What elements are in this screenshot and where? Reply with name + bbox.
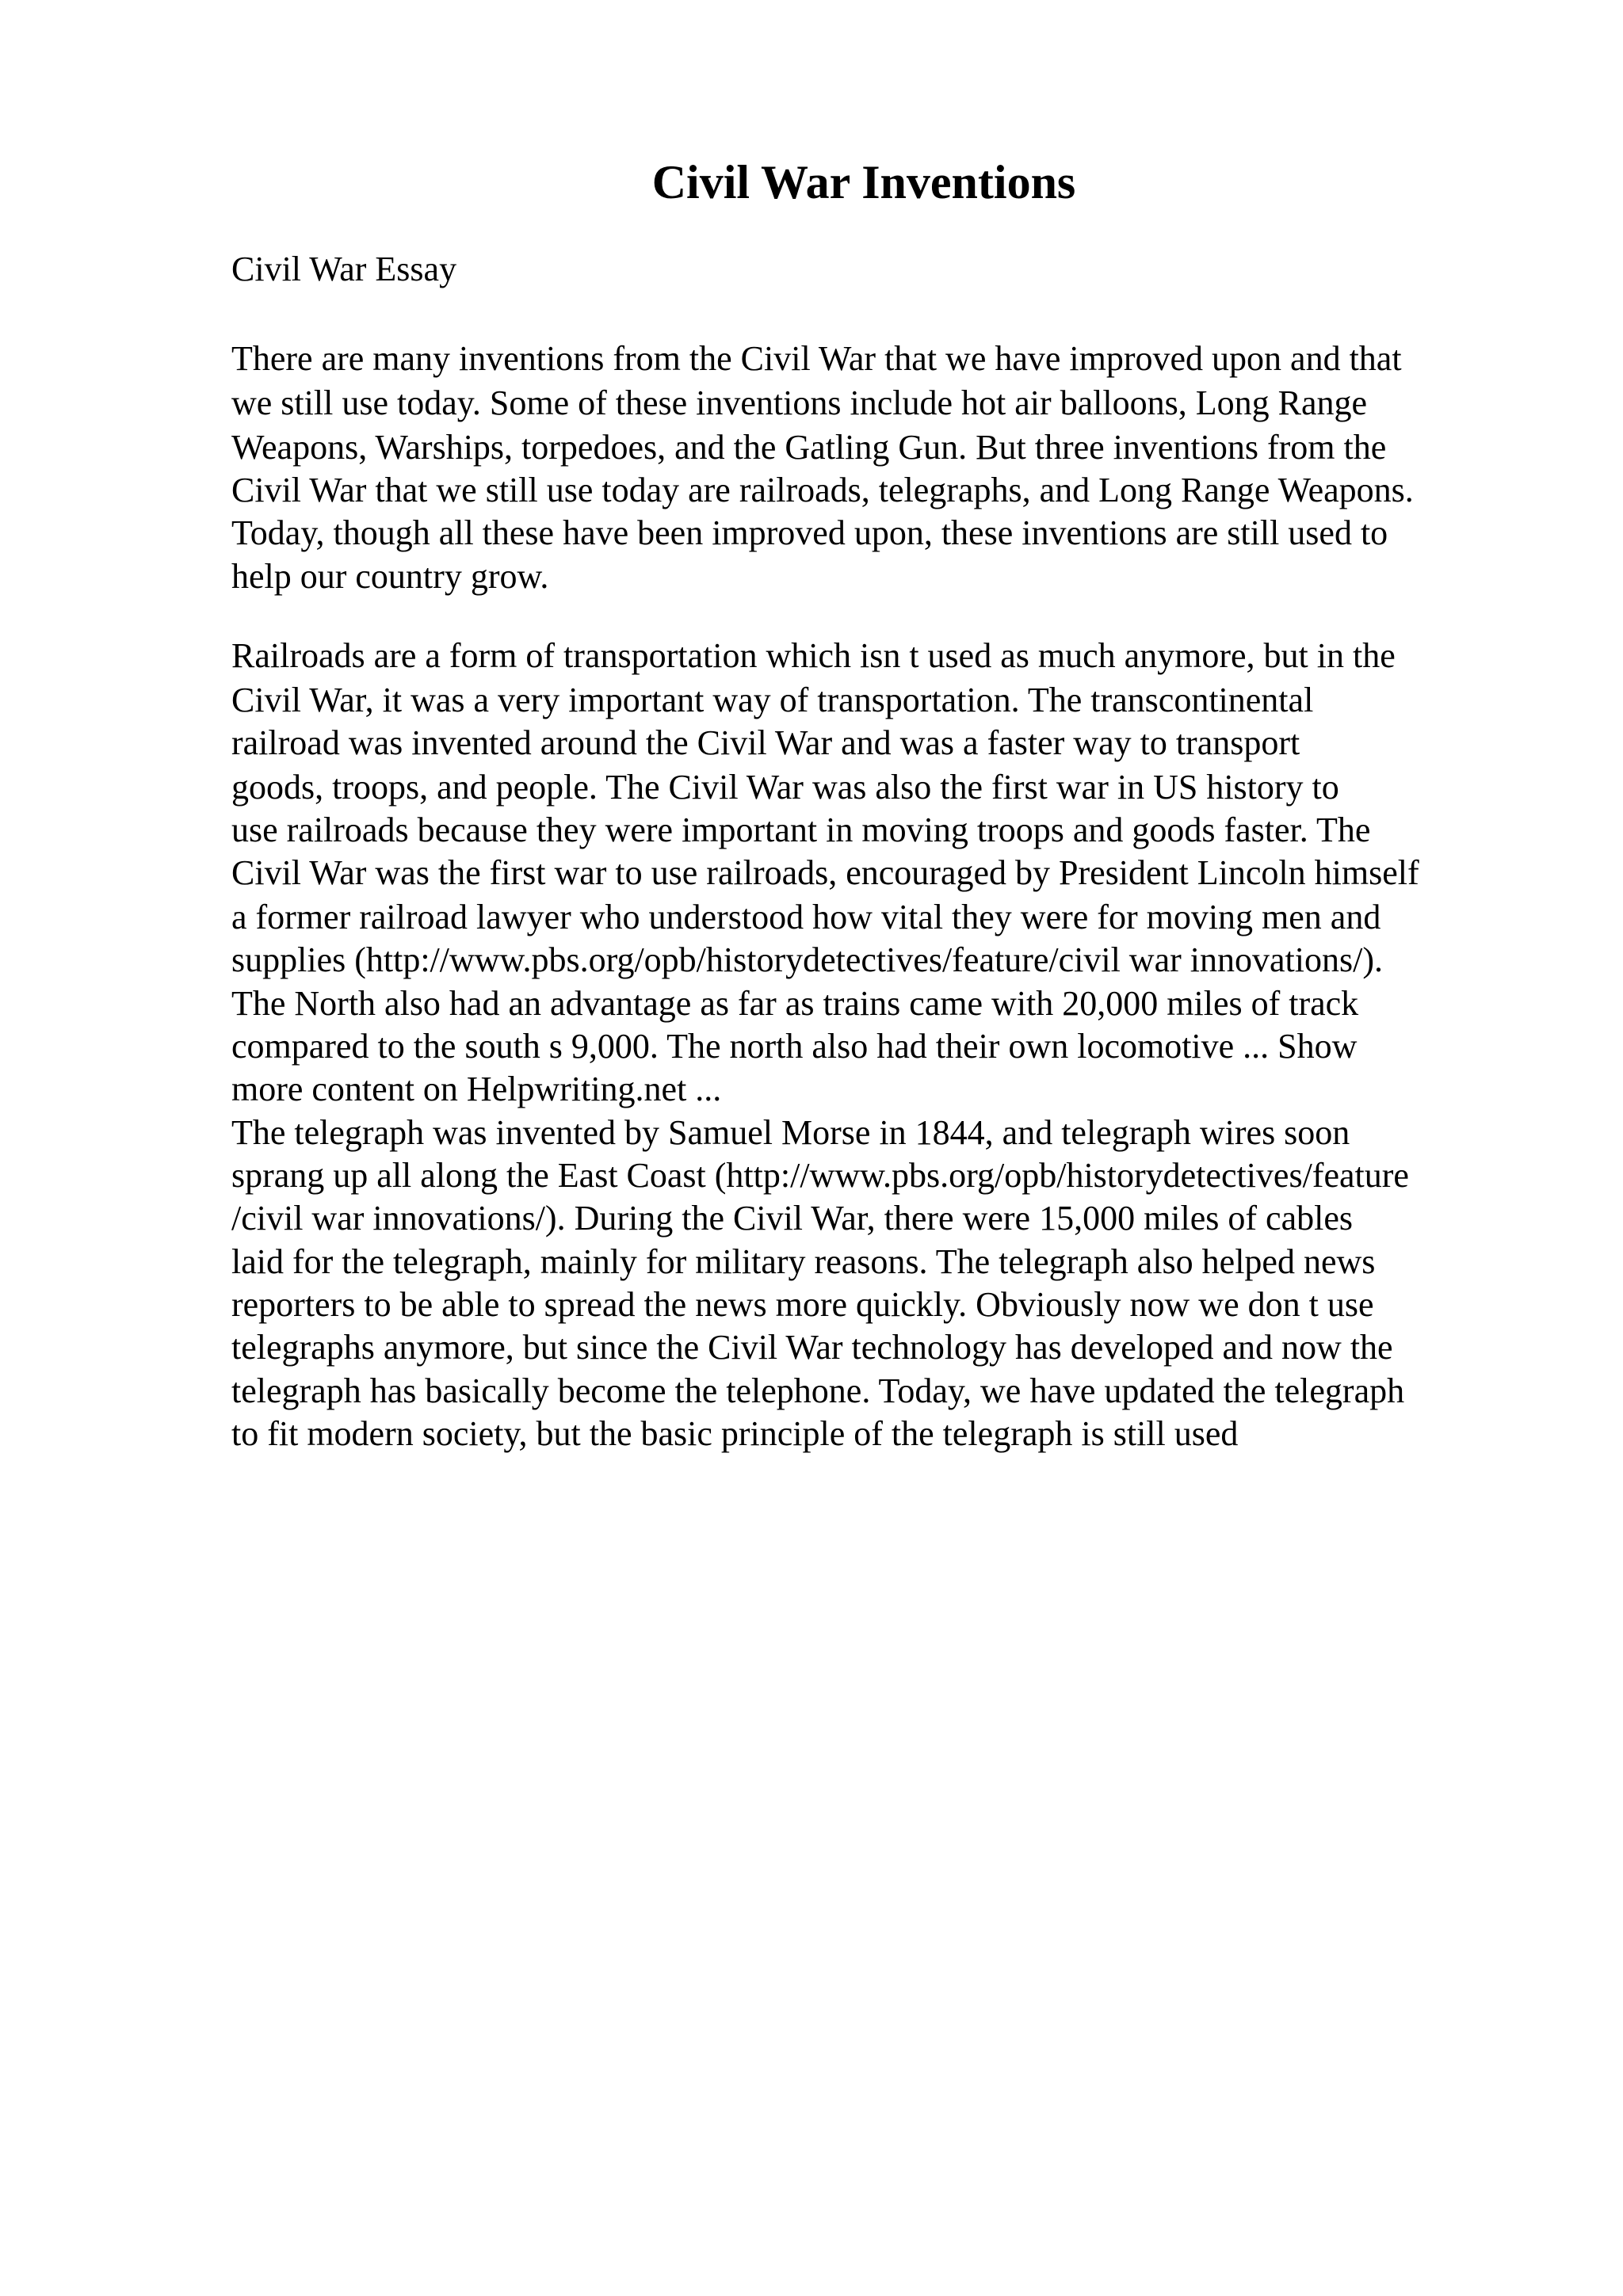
paragraph-line: we still use today. Some of these inventions include hot air balloons, Long Range [231, 383, 1368, 422]
paragraph-line: sprang up all along the East Coast (http://www.pbs.org/opb/historydetectives/feature [231, 1156, 1409, 1195]
paragraph-line: supplies (http://www.pbs.org/opb/historydetectives/feature/civil war innovations/). [231, 940, 1383, 979]
paragraph-line: There are many inventions from the Civil War that we have improved upon and that [231, 339, 1402, 378]
paragraph-line: goods, troops, and people. The Civil War was also the first war in US history to [231, 768, 1339, 807]
paragraph-line: /civil war innovations/). During the Civil War, there were 15,000 miles of cables [231, 1199, 1353, 1238]
paragraph-line: Railroads are a form of transportation which isn t used as much anymore, but in the [231, 636, 1396, 675]
paragraph-line: to fit modern society, but the basic principle of the telegraph is still used [231, 1414, 1239, 1453]
paragraph-line: use railroads because they were important in moving troops and goods faster. The [231, 810, 1371, 849]
paragraph-line: telegraphs anymore, but since the Civil War technology has developed and now the [231, 1328, 1393, 1367]
paragraph-line: more content on Helpwriting.net ... [231, 1070, 722, 1108]
paragraph-line: The telegraph was invented by Samuel Morse in 1844, and telegraph wires soon [231, 1113, 1350, 1152]
paragraph-line: a former railroad lawyer who understood how vital they were for moving men and [231, 898, 1381, 936]
paragraph-line: laid for the telegraph, mainly for military reasons. The telegraph also helped news [231, 1242, 1376, 1281]
paragraph-line: compared to the south s 9,000. The north also had their own locomotive ... Show [231, 1027, 1358, 1066]
paragraph-line: Civil War that we still use today are railroads, telegraphs, and Long Range Weapons. [231, 471, 1414, 509]
paragraph-line: railroad was invented around the Civil War and was a faster way to transport [231, 723, 1300, 762]
paragraph-line: help our country grow. [231, 557, 549, 596]
paragraph-line: Civil War was the first war to use railroads, encouraged by President Lincoln himself [231, 853, 1419, 892]
document-subtitle: Civil War Essay [231, 250, 457, 288]
paragraph-line: Today, though all these have been improved upon, these inventions are still used to [231, 513, 1388, 552]
paragraph-line: telegraph has basically become the telephone. Today, we have updated the telegraph [231, 1371, 1405, 1410]
paragraph-line: Civil War, it was a very important way of transportation. The transcontinental [231, 681, 1314, 719]
paragraph-line: The North also had an advantage as far as trains came with 20,000 miles of track [231, 984, 1359, 1023]
paragraph-line: reporters to be able to spread the news more quickly. Obviously now we don t use [231, 1285, 1374, 1324]
document-title: Civil War Inventions [651, 156, 1076, 208]
paragraph-line: Weapons, Warships, torpedoes, and the Gatling Gun. But three inventions from the [231, 428, 1387, 467]
